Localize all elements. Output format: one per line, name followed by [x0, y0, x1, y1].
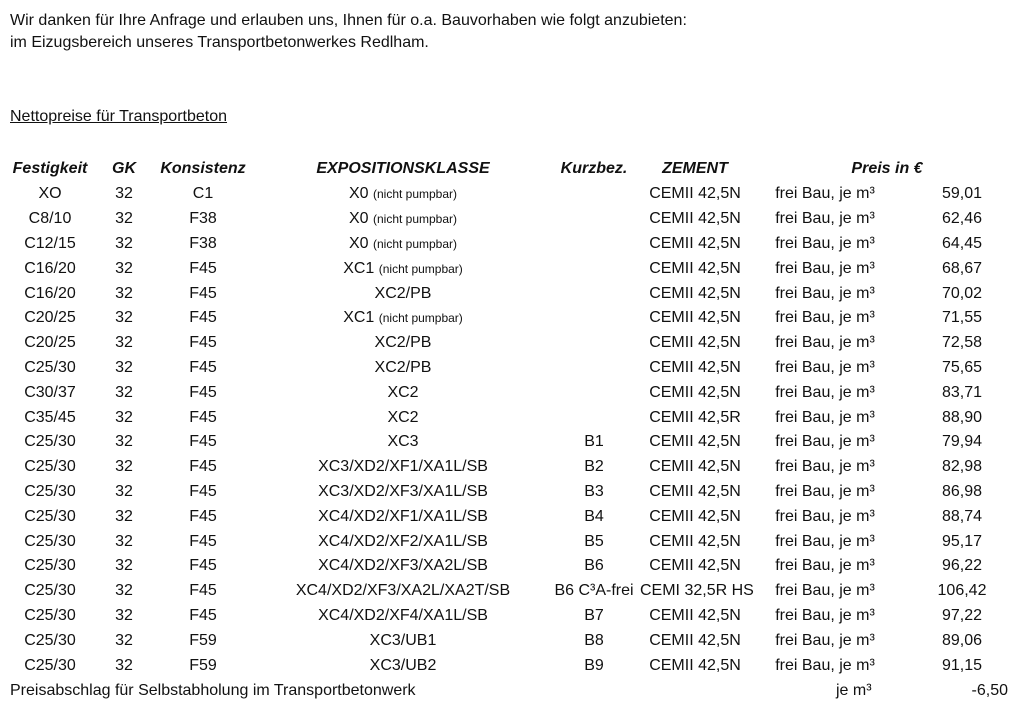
klasse-note: (nicht pumpbar) [372, 236, 458, 251]
cell-festigkeit: C20/25 [24, 309, 76, 327]
cell-konsistenz: F45 [189, 334, 217, 352]
cell-zement: CEMII 42,5N [649, 557, 741, 575]
cell-expositionsklasse [258, 182, 548, 207]
cell-preis: 68,67 [941, 259, 983, 277]
cell-zement: CEMI 32,5R HS [640, 582, 754, 600]
cell-kurzbez: B7 [584, 606, 604, 624]
cell-kurzbez: B8 [584, 631, 604, 649]
cell-preis: 95,17 [941, 532, 983, 550]
table-row [0, 554, 1024, 579]
table-row [0, 281, 1024, 306]
footer-row [0, 682, 1024, 704]
cell-expositionsklasse [258, 256, 548, 281]
klasse-text: XC4/XD2/XF4/XA1L/SB [318, 606, 488, 624]
cell-gk: 32 [115, 408, 133, 426]
cell-konsistenz: F38 [189, 210, 217, 228]
header-preis: Preis in € [851, 160, 923, 177]
cell-lieferung: frei Bau, je m³ [775, 334, 875, 352]
cell-zement: CEMII 42,5N [649, 210, 741, 228]
cell-kurzbez: B9 [584, 656, 604, 674]
cell-expositionsklasse [258, 232, 548, 257]
cell-kurzbez: B3 [584, 482, 604, 500]
cell-preis: 79,94 [941, 433, 983, 451]
cell-kurzbez: B5 [584, 532, 604, 550]
intro-text [10, 10, 687, 54]
cell-preis: 64,45 [941, 234, 983, 252]
cell-konsistenz: F45 [189, 606, 217, 624]
cell-konsistenz: F45 [189, 482, 217, 500]
cell-expositionsklasse [258, 405, 548, 430]
header-konsistenz: Konsistenz [160, 160, 246, 177]
cell-zement: CEMII 42,5R [649, 408, 741, 426]
cell-gk: 32 [115, 557, 133, 575]
klasse-note: (nicht pumpbar) [378, 311, 463, 326]
cell-lieferung: frei Bau, je m³ [775, 383, 875, 401]
cell-zement: CEMII 42,5N [649, 234, 741, 252]
cell-kurzbez [548, 281, 640, 306]
cell-zement: CEMII 42,5N [649, 631, 741, 649]
cell-expositionsklasse [258, 331, 548, 356]
cell-preis: 106,42 [937, 582, 987, 600]
cell-lieferung: frei Bau, je m³ [775, 408, 875, 426]
cell-preis: 96,22 [941, 557, 983, 575]
table-row [0, 653, 1024, 678]
table-row [0, 504, 1024, 529]
table-row [0, 430, 1024, 455]
klasse-text: X0 [348, 185, 369, 203]
cell-zement: CEMII 42,5N [649, 532, 741, 550]
table-row [0, 182, 1024, 207]
cell-lieferung: frei Bau, je m³ [775, 259, 875, 277]
cell-gk: 32 [115, 185, 133, 203]
cell-expositionsklasse [258, 356, 548, 381]
cell-preis: 62,46 [941, 210, 983, 228]
cell-zement: CEMII 42,5N [649, 259, 741, 277]
klasse-note: (nicht pumpbar) [378, 261, 463, 276]
cell-lieferung: frei Bau, je m³ [775, 284, 875, 302]
cell-gk: 32 [115, 507, 133, 525]
cell-lieferung: frei Bau, je m³ [775, 482, 875, 500]
intro-line-1: Wir danken für Ihre Anfrage und erlauben uns, Ihnen für o.a. Bauvorhaben wie folgt anzubieten: [10, 12, 687, 29]
section-title: Nettopreise für Transportbeton [10, 108, 228, 125]
cell-expositionsklasse [258, 480, 548, 505]
cell-kurzbez: B4 [584, 507, 604, 525]
klasse-text: XC3/XD2/XF1/XA1L/SB [318, 458, 488, 476]
cell-lieferung: frei Bau, je m³ [775, 210, 875, 228]
cell-lieferung: frei Bau, je m³ [775, 656, 875, 674]
klasse-text: XC2/PB [374, 284, 432, 302]
cell-expositionsklasse [258, 504, 548, 529]
cell-lieferung: frei Bau, je m³ [775, 557, 875, 575]
cell-gk: 32 [115, 383, 133, 401]
cell-kurzbez [548, 306, 640, 331]
klasse-text: XC2/PB [374, 358, 432, 376]
cell-festigkeit: C8/10 [28, 210, 72, 228]
footer-unit: je m³ [836, 682, 872, 699]
cell-gk: 32 [115, 309, 133, 327]
table-row [0, 405, 1024, 430]
cell-gk: 32 [115, 631, 133, 649]
klasse-text: XC2/PB [374, 334, 432, 352]
klasse-text: XC3 [387, 433, 419, 451]
cell-preis: 59,01 [941, 185, 983, 203]
cell-festigkeit: C30/37 [24, 383, 76, 401]
header-gk: GK [112, 160, 136, 177]
cell-gk: 32 [115, 284, 133, 302]
cell-gk: 32 [115, 433, 133, 451]
intro-line-2: im Eizugsbereich unseres Transportbetonwerkes Redlham. [10, 34, 429, 51]
header-expositionsklasse: EXPOSITIONSKLASSE [316, 160, 490, 177]
cell-gk: 32 [115, 656, 133, 674]
cell-lieferung: frei Bau, je m³ [775, 185, 875, 203]
table-row [0, 628, 1024, 653]
cell-konsistenz: F45 [189, 557, 217, 575]
cell-konsistenz: F45 [189, 358, 217, 376]
cell-gk: 32 [115, 582, 133, 600]
table-row [0, 604, 1024, 629]
cell-expositionsklasse [258, 554, 548, 579]
cell-zement: CEMII 42,5N [649, 284, 741, 302]
cell-kurzbez [548, 182, 640, 207]
header-festigkeit: Festigkeit [12, 160, 88, 177]
klasse-text: XC3/XD2/XF3/XA1L/SB [318, 482, 488, 500]
table-row [0, 331, 1024, 356]
table-row [0, 455, 1024, 480]
cell-konsistenz: F45 [189, 284, 217, 302]
table-body [0, 182, 1024, 678]
klasse-text: XC1 [343, 259, 375, 277]
cell-lieferung: frei Bau, je m³ [775, 309, 875, 327]
cell-konsistenz: C1 [192, 185, 214, 203]
cell-zement: CEMII 42,5N [649, 334, 741, 352]
cell-expositionsklasse [258, 430, 548, 455]
cell-lieferung: frei Bau, je m³ [775, 507, 875, 525]
cell-konsistenz: F45 [189, 383, 217, 401]
cell-zement: CEMII 42,5N [649, 606, 741, 624]
cell-expositionsklasse [258, 380, 548, 405]
cell-konsistenz: F38 [189, 234, 217, 252]
cell-preis: 88,74 [941, 507, 983, 525]
cell-lieferung: frei Bau, je m³ [775, 606, 875, 624]
table-row [0, 529, 1024, 554]
cell-preis: 88,90 [941, 408, 983, 426]
cell-zement: CEMII 42,5N [649, 433, 741, 451]
cell-festigkeit: C25/30 [24, 458, 76, 476]
cell-zement: CEMII 42,5N [649, 482, 741, 500]
cell-konsistenz: F45 [189, 507, 217, 525]
cell-festigkeit: C25/30 [24, 358, 76, 376]
cell-preis: 97,22 [941, 606, 983, 624]
cell-festigkeit: C25/30 [24, 606, 76, 624]
cell-konsistenz: F45 [189, 408, 217, 426]
cell-preis: 86,98 [941, 482, 983, 500]
table-row [0, 256, 1024, 281]
cell-zement: CEMII 42,5N [649, 507, 741, 525]
cell-festigkeit: C12/15 [24, 234, 76, 252]
cell-kurzbez: B1 [584, 433, 604, 451]
klasse-text: X0 [348, 234, 369, 252]
cell-preis: 82,98 [941, 458, 983, 476]
cell-konsistenz: F45 [189, 458, 217, 476]
cell-preis: 83,71 [941, 383, 983, 401]
cell-lieferung: frei Bau, je m³ [775, 433, 875, 451]
cell-festigkeit: C16/20 [24, 259, 76, 277]
klasse-text: XC3/UB2 [369, 656, 437, 674]
cell-preis: 75,65 [941, 358, 983, 376]
cell-lieferung: frei Bau, je m³ [775, 358, 875, 376]
cell-gk: 32 [115, 606, 133, 624]
cell-festigkeit: C16/20 [24, 284, 76, 302]
table-row [0, 380, 1024, 405]
cell-konsistenz: F59 [189, 631, 217, 649]
klasse-text: XC4/XD2/XF2/XA1L/SB [318, 532, 488, 550]
cell-kurzbez [548, 331, 640, 356]
cell-kurzbez [548, 405, 640, 430]
cell-zement: CEMII 42,5N [649, 309, 741, 327]
klasse-text: XC4/XD2/XF1/XA1L/SB [318, 507, 488, 525]
cell-expositionsklasse [258, 653, 548, 678]
cell-festigkeit: C25/30 [24, 507, 76, 525]
cell-konsistenz: F45 [189, 259, 217, 277]
price-table [0, 156, 1024, 678]
header-kurzbez: Kurzbez. [560, 160, 628, 177]
cell-expositionsklasse [258, 579, 548, 604]
cell-zement: CEMII 42,5N [649, 185, 741, 203]
cell-zement: CEMII 42,5N [649, 656, 741, 674]
cell-kurzbez [548, 256, 640, 281]
cell-festigkeit: C25/30 [24, 557, 76, 575]
cell-expositionsklasse [258, 281, 548, 306]
table-row [0, 232, 1024, 257]
cell-zement: CEMII 42,5N [649, 358, 741, 376]
klasse-note: (nicht pumpbar) [372, 212, 458, 227]
cell-lieferung: frei Bau, je m³ [775, 234, 875, 252]
cell-expositionsklasse [258, 306, 548, 331]
cell-festigkeit: XO [38, 185, 62, 203]
cell-kurzbez: B2 [584, 458, 604, 476]
klasse-text: XC2 [387, 408, 419, 426]
klasse-note: (nicht pumpbar) [372, 187, 458, 202]
table-row [0, 480, 1024, 505]
cell-festigkeit: C25/30 [24, 656, 76, 674]
cell-lieferung: frei Bau, je m³ [775, 458, 875, 476]
cell-festigkeit: C25/30 [24, 433, 76, 451]
cell-konsistenz: F59 [189, 656, 217, 674]
klasse-text: XC2 [387, 383, 419, 401]
cell-gk: 32 [115, 532, 133, 550]
cell-preis: 89,06 [941, 631, 983, 649]
cell-kurzbez: B6 [584, 557, 604, 575]
table-row [0, 207, 1024, 232]
cell-expositionsklasse [258, 207, 548, 232]
cell-kurzbez [548, 232, 640, 257]
header-zement: ZEMENT [662, 160, 728, 177]
cell-festigkeit: C25/30 [24, 582, 76, 600]
table-row [0, 306, 1024, 331]
cell-expositionsklasse [258, 529, 548, 554]
cell-festigkeit: C35/45 [24, 408, 76, 426]
klasse-text: XC3/UB1 [369, 631, 437, 649]
cell-expositionsklasse [258, 604, 548, 629]
cell-festigkeit: C25/30 [24, 532, 76, 550]
cell-zement: CEMII 42,5N [649, 383, 741, 401]
cell-preis: 72,58 [941, 334, 983, 352]
cell-preis: 71,55 [941, 309, 983, 327]
klasse-text: X0 [348, 210, 369, 228]
cell-kurzbez [548, 356, 640, 381]
cell-zement: CEMII 42,5N [649, 458, 741, 476]
table-row [0, 356, 1024, 381]
cell-gk: 32 [115, 358, 133, 376]
cell-kurzbez: B6 C³A-frei [554, 582, 634, 600]
cell-konsistenz: F45 [189, 532, 217, 550]
cell-preis: 91,15 [941, 656, 983, 674]
klasse-text: XC4/XD2/XF3/XA2L/XA2T/SB [295, 582, 511, 600]
cell-festigkeit: C20/25 [24, 334, 76, 352]
table-row [0, 579, 1024, 604]
cell-lieferung: frei Bau, je m³ [775, 582, 875, 600]
cell-gk: 32 [115, 334, 133, 352]
cell-konsistenz: F45 [189, 433, 217, 451]
cell-konsistenz: F45 [189, 582, 217, 600]
klasse-text: XC4/XD2/XF3/XA2L/SB [318, 557, 488, 575]
cell-gk: 32 [115, 259, 133, 277]
footer-value: -6,50 [971, 682, 1008, 699]
cell-konsistenz: F45 [189, 309, 217, 327]
cell-festigkeit: C25/30 [24, 482, 76, 500]
cell-lieferung: frei Bau, je m³ [775, 631, 875, 649]
table-header-row [0, 156, 1024, 182]
cell-gk: 32 [115, 210, 133, 228]
cell-expositionsklasse [258, 628, 548, 653]
footer-label: Preisabschlag für Selbstabholung im Transportbetonwerk [10, 682, 416, 699]
cell-kurzbez [548, 207, 640, 232]
cell-kurzbez [548, 380, 640, 405]
klasse-text: XC1 [343, 309, 375, 327]
cell-gk: 32 [115, 482, 133, 500]
cell-expositionsklasse [258, 455, 548, 480]
cell-preis: 70,02 [941, 284, 983, 302]
cell-lieferung: frei Bau, je m³ [775, 532, 875, 550]
cell-gk: 32 [115, 234, 133, 252]
cell-festigkeit: C25/30 [24, 631, 76, 649]
cell-gk: 32 [115, 458, 133, 476]
